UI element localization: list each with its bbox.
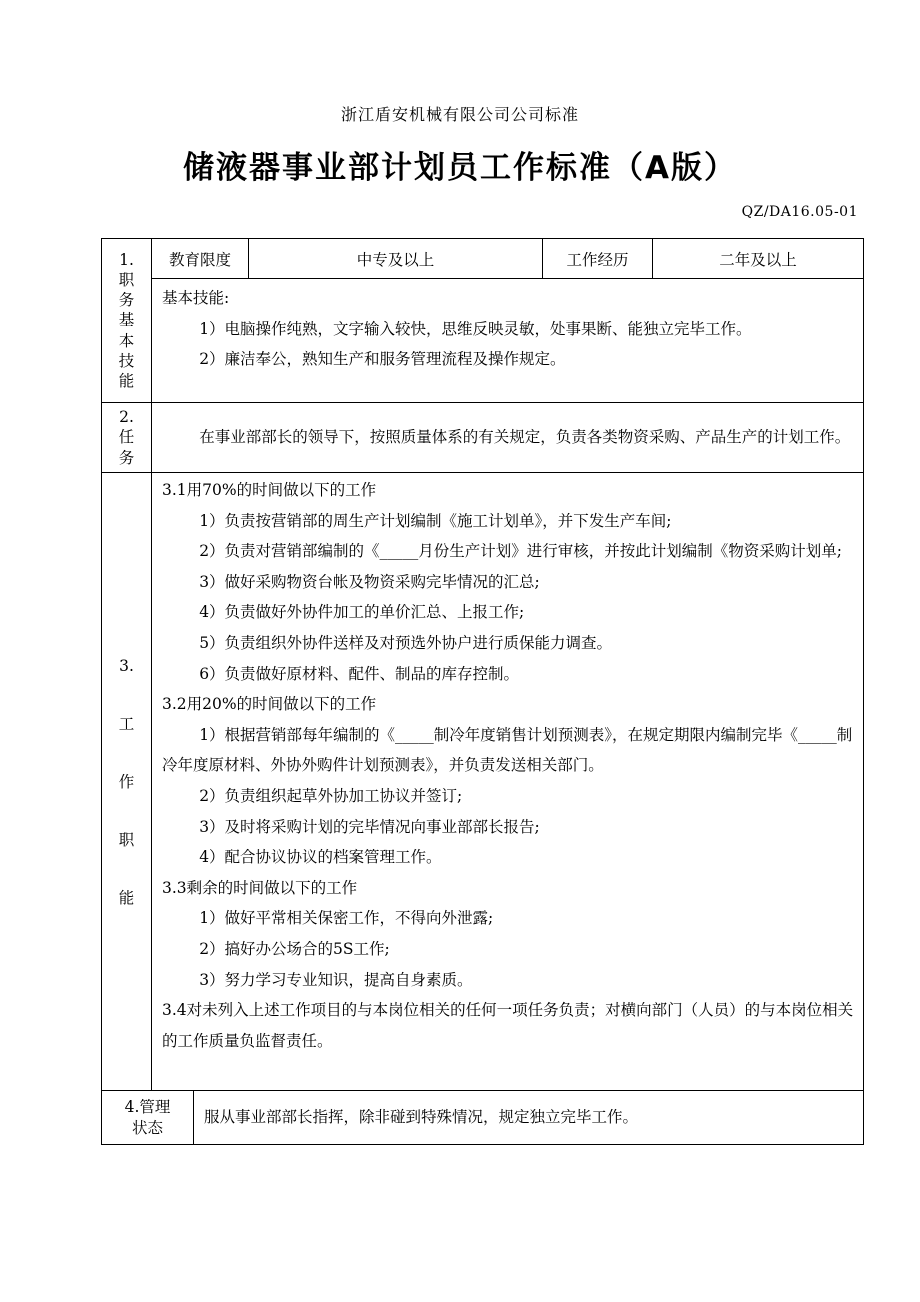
section2-row — [102, 403, 864, 473]
management-text: 服从事业部部长指挥，除非碰到特殊情况，规定独立完毕工作。 — [204, 1108, 639, 1127]
duties-cell — [152, 473, 864, 1091]
duty-item: 4）负责做好外协件加工的单价汇总、上报工作; — [199, 603, 525, 622]
section4-row — [102, 1091, 864, 1145]
company-name: 浙江盾安机械有限公司公司标准 — [340, 105, 579, 124]
duty-item: 2）搞好办公场合的5S工作; — [199, 939, 390, 958]
duty-item: 1）根据营销部每年编制的《_____制冷年度销售计划预测表》，在规定期限内编制完毕《_____制冷年度原材料、外协外购件计划预测表》，并负责发送相关部门。 — [162, 725, 853, 775]
task-text: 在事业部部长的领导下，按照质量体系的有关规定，负责各类物资采购、产品生产的计划工作。 — [199, 428, 851, 447]
education-label: 教育限度 — [152, 239, 249, 279]
duty-item: 6）负责做好原材料、配件、制品的库存控制。 — [199, 664, 520, 683]
task-cell — [152, 403, 864, 473]
skills-cell — [152, 279, 864, 403]
duty-item: 3）及时将采购计划的完毕情况向事业部部长报告; — [199, 817, 540, 836]
duty-heading: 3.3剩余的时间做以下的工作 — [162, 878, 358, 897]
section3-row — [102, 473, 864, 1091]
management-cell — [194, 1091, 864, 1145]
section3-label: 3. 工 作 职 能 — [102, 473, 152, 1091]
duty-item: 3）努力学习专业知识，提高自身素质。 — [199, 970, 473, 989]
section1-label: 1. 职 务 基 本 技 能 — [102, 239, 152, 403]
duty-item: 2）负责对营销部编制的《_____月份生产计划》进行审核，并按此计划编制《物资采购计划单; — [199, 542, 843, 561]
education-value: 中专及以上 — [249, 239, 543, 279]
duty-item: 2）负责组织起草外协加工协议并签订; — [199, 786, 463, 805]
duty-item: 4）配合协议协议的档案管理工作。 — [199, 848, 442, 867]
section2-label: 2. 任 务 — [102, 403, 152, 473]
skill-item: 2）廉洁奉公，熟知生产和服务管理流程及操作规定。 — [199, 350, 566, 369]
document-title: 储液器事业部计划员工作标准（A版） — [183, 150, 737, 186]
duty-item: 3）做好采购物资台帐及物资采购完毕情况的汇总; — [199, 572, 540, 591]
standard-table — [101, 238, 864, 1145]
duty-heading: 3.1用70%的时间做以下的工作 — [162, 481, 377, 499]
section4-label: 4.管理 状态 — [102, 1091, 194, 1145]
duty-item: 1）做好平常相关保密工作，不得向外泄露; — [199, 909, 494, 928]
experience-label: 工作经历 — [543, 239, 653, 279]
section1-row-skills — [102, 279, 864, 403]
skill-item: 1）电脑操作纯熟，文字输入较快，思维反映灵敏，处事果断、能独立完毕工作。 — [199, 319, 752, 338]
experience-value: 二年及以上 — [653, 239, 864, 279]
skills-title: 基本技能: — [162, 289, 230, 307]
duty-heading: 3.4对未列入上述工作项目的与本岗位相关的任何一项任务负责；对横向部门（人员）的与本岗位相关的工作质量负监督责任。 — [162, 1001, 854, 1050]
document-code: QZ/DA16.05-01 — [741, 204, 858, 220]
duty-item: 5）负责组织外协件送样及对预选外协户进行质保能力调查。 — [199, 633, 613, 652]
section1-row-qualifications — [102, 239, 864, 279]
duty-item: 1）负责按营销部的周生产计划编制《施工计划单》，并下发生产车间; — [199, 511, 672, 530]
duty-heading: 3.2用20%的时间做以下的工作 — [162, 695, 377, 714]
